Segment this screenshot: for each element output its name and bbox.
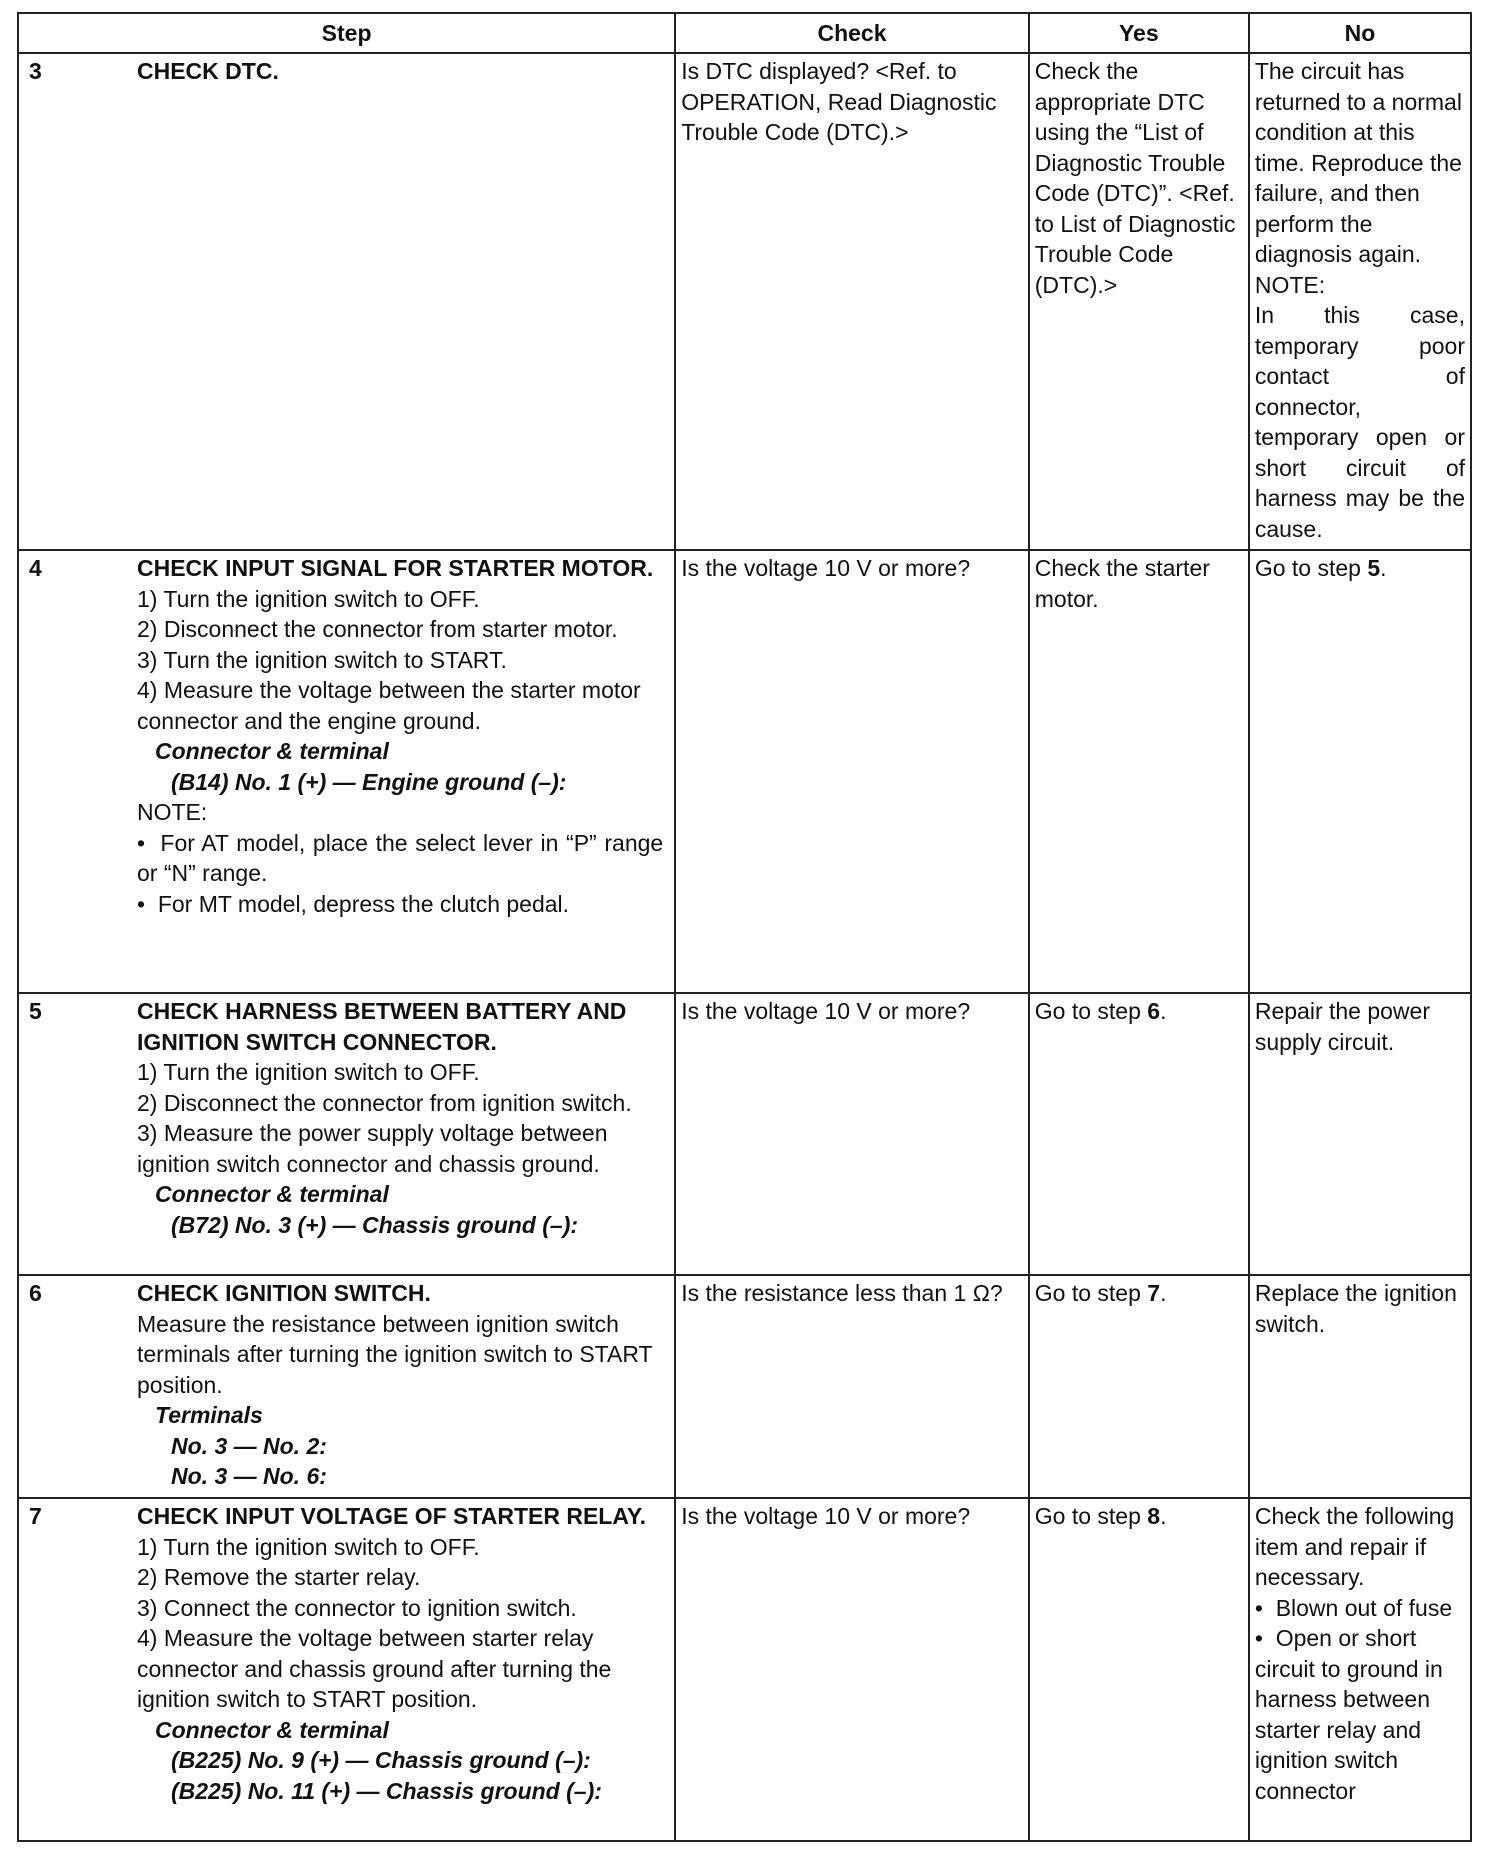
no-action: Check the following item and repair if necessary. xyxy=(1254,1503,1455,1590)
step-number: 4 xyxy=(29,555,42,581)
goto-step-number: 5 xyxy=(1367,555,1381,581)
procedure-text: Measure the resistance between ignition switch terminals after turning the ignition switch to START position. xyxy=(137,1310,653,1398)
no-cell xyxy=(1249,993,1471,1275)
yes-cell xyxy=(1029,1498,1249,1841)
check-question: Is the voltage 10 V or more? xyxy=(681,1503,971,1529)
spec-line: No. 3 — No. 6: xyxy=(171,1463,327,1489)
step-title: CHECK IGNITION SWITCH. xyxy=(137,1280,431,1306)
step-number: 7 xyxy=(29,1503,42,1529)
step-cell xyxy=(18,1498,675,1841)
spec-label: Connector & terminal xyxy=(155,1181,389,1207)
step-title: CHECK INPUT VOLTAGE OF STARTER RELAY. xyxy=(137,1503,647,1529)
spec-label: Connector & terminal xyxy=(155,1716,389,1743)
no-action: Repair the power supply circuit. xyxy=(1254,998,1430,1055)
check-question: Is the resistance less than 1 Ω? xyxy=(681,1280,1003,1306)
yes-cell xyxy=(1029,550,1249,993)
no-action-suffix: . xyxy=(1380,555,1387,581)
yes-cell xyxy=(1029,53,1249,550)
check-question: Is DTC displayed? <Ref. to OPERATION, Read Diagnostic Trouble Code (DTC).> xyxy=(681,58,997,145)
yes-action-prefix: Go to step xyxy=(1034,1280,1148,1306)
no-cell xyxy=(1249,1498,1471,1841)
no-action-prefix: Go to step xyxy=(1254,555,1368,581)
yes-action-prefix: Go to step xyxy=(1034,998,1148,1024)
procedure-step: 3) Measure the power supply voltage between ignition switch connector and chassis ground. xyxy=(137,1120,608,1177)
procedure-step: 4) Measure the voltage between the starter motor connector and the engine ground. xyxy=(137,677,641,734)
procedure-step: 1) Turn the ignition switch to OFF. xyxy=(137,1533,480,1560)
note-bullet: • For AT model, place the select lever in “P” range or “N” range. xyxy=(137,828,663,889)
yes-action-suffix: . xyxy=(1160,1503,1167,1529)
step-number: 3 xyxy=(29,58,42,84)
diagnosis-table xyxy=(17,12,1472,1842)
step-title: CHECK HARNESS BETWEEN BATTERY AND IGNITION SWITCH CONNECTOR. xyxy=(137,998,627,1055)
step-cell xyxy=(18,1275,675,1498)
table-row xyxy=(18,53,1471,550)
header-row xyxy=(18,13,1471,53)
goto-step-number: 7 xyxy=(1147,1280,1161,1306)
yes-action: Check the appropriate DTC using the “List of Diagnostic Trouble Code (DTC)”. <Ref. to List of Diagnostic Trouble Code (DTC).> xyxy=(1034,58,1236,298)
check-cell xyxy=(675,993,1029,1275)
procedure-step: 4) Measure the voltage between starter relay connector and chassis ground after turning the ignition switch to START position. xyxy=(137,1625,612,1712)
check-question: Is the voltage 10 V or more? xyxy=(681,998,971,1024)
step-title: CHECK INPUT SIGNAL FOR STARTER MOTOR. xyxy=(137,555,654,581)
yes-cell xyxy=(1029,993,1249,1275)
table-row xyxy=(18,993,1471,1275)
check-cell xyxy=(675,1275,1029,1498)
note-text: In this case, temporary poor contact of connector, temporary open or short circuit of harness may be the cause. xyxy=(1254,302,1465,542)
step-cell xyxy=(18,53,675,550)
no-cell xyxy=(1249,550,1471,993)
spec-line: (B225) No. 11 (+) — Chassis ground (–): xyxy=(171,1777,602,1804)
note-label: NOTE: xyxy=(137,799,208,825)
check-question: Is the voltage 10 V or more? xyxy=(681,555,971,581)
spec-line: (B225) No. 9 (+) — Chassis ground (–): xyxy=(171,1747,591,1773)
note-label: NOTE: xyxy=(1254,271,1326,298)
header-no: No xyxy=(1249,13,1471,53)
table-row xyxy=(18,550,1471,993)
check-cell xyxy=(675,550,1029,993)
no-action: Replace the ignition switch. xyxy=(1254,1280,1457,1337)
goto-step-number: 6 xyxy=(1147,998,1161,1024)
procedure-step: 3) Connect the connector to ignition switch. xyxy=(137,1594,577,1621)
check-cell xyxy=(675,53,1029,550)
table-row xyxy=(18,1498,1471,1841)
note-bullet: • For MT model, depress the clutch pedal. xyxy=(137,889,663,920)
spec-line: (B72) No. 3 (+) — Chassis ground (–): xyxy=(171,1211,579,1238)
no-cell xyxy=(1249,53,1471,550)
check-cell xyxy=(675,1498,1029,1841)
spec-label: Terminals xyxy=(155,1402,263,1428)
procedure-step: 1) Turn the ignition switch to OFF. xyxy=(137,1059,480,1085)
goto-step-number: 8 xyxy=(1147,1503,1161,1529)
step-title: CHECK DTC. xyxy=(137,58,279,84)
spec-line: (B14) No. 1 (+) — Engine ground (–): xyxy=(171,768,567,795)
no-action: The circuit has returned to a normal condition at this time. Reproduce the failure, and then perform the diagnosis again. xyxy=(1254,58,1462,267)
yes-action-suffix: . xyxy=(1160,1280,1167,1306)
step-cell xyxy=(18,550,675,993)
table-row xyxy=(18,1275,1471,1498)
header-check: Check xyxy=(675,13,1029,53)
header-yes: Yes xyxy=(1029,13,1249,53)
yes-action: Check the starter motor. xyxy=(1034,555,1210,612)
spec-line: No. 3 — No. 2: xyxy=(171,1432,327,1459)
step-number: 5 xyxy=(29,998,42,1024)
no-bullet: • Open or short circuit to ground in harness between starter relay and ignition switch connector xyxy=(1255,1623,1465,1806)
yes-action-suffix: . xyxy=(1160,998,1167,1024)
procedure-step: 2) Disconnect the connector from starter motor. xyxy=(137,616,618,642)
step-cell xyxy=(18,993,675,1275)
spec-label: Connector & terminal xyxy=(155,738,389,764)
yes-cell xyxy=(1029,1275,1249,1498)
no-bullet: • Blown out of fuse xyxy=(1255,1593,1465,1624)
no-cell xyxy=(1249,1275,1471,1498)
procedure-step: 1) Turn the ignition switch to OFF. xyxy=(137,585,480,612)
procedure-step: 3) Turn the ignition switch to START. xyxy=(137,646,507,673)
yes-action-prefix: Go to step xyxy=(1034,1503,1148,1529)
procedure-step: 2) Remove the starter relay. xyxy=(137,1564,421,1590)
header-step: Step xyxy=(18,13,675,53)
step-number: 6 xyxy=(29,1280,42,1306)
procedure-step: 2) Disconnect the connector from ignition switch. xyxy=(137,1089,632,1116)
